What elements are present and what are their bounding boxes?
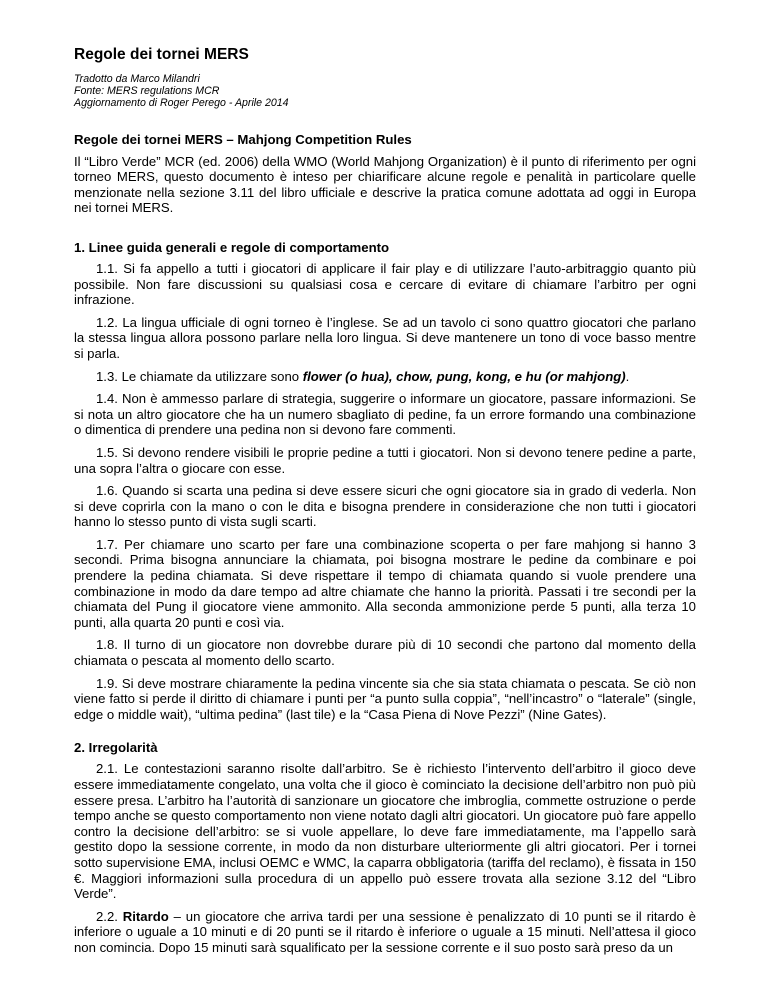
- rule-2-2-term: Ritardo: [122, 908, 169, 924]
- rule-2-2: [74, 909, 696, 956]
- rule-1-9: 1.9. Si deve mostrare chiaramente la pedina vincente sia che sia stata chiamata o pescata. Se ciò non viene fatto si perde il diritto di chiamare i punti per “a punto sulla coppia”, “nell’incastro” o “laterale” (single, edge o middle wait), “ultima pedina” (last tile) e la “Casa Piena di Nove Pezzi” (Nine Gates).: [74, 675, 696, 722]
- rule-1-3-end: .: [625, 368, 630, 384]
- rule-1-6: 1.6. Quando si scarta una pedina si deve essere sicuri che ogni giocatore sia in grado di vederla. Non si deve coprirla con la mano o con le dita e bisogna prendere in considerazione che non tutti i giocatori hanno lo stesso punto di vista sugli scarti.: [74, 483, 696, 530]
- document-meta: [74, 73, 696, 110]
- rule-1-3-calls: flower (o hua), chow, pung, kong, e hu (or mahjong): [302, 368, 626, 384]
- rule-1-3: [74, 369, 696, 385]
- intro-paragraph: Il “Libro Verde” MCR (ed. 2006) della WMO (World Mahjong Organization) è il punto di riferimento per ogni torneo MERS, questo documento è inteso per chiarificare alcune regole e penalità in particolare quelle menzionate nella sezione 3.11 del libro ufficiale e descrive la pratica comune adottata ad oggi in Europa nei tornei MERS.: [74, 153, 696, 216]
- document-title: Regole dei tornei MERS: [74, 46, 249, 63]
- section-2-heading: 2. Irregolarità: [74, 740, 158, 756]
- rule-2-2-number: 2.2.: [96, 908, 123, 924]
- rule-1-7: 1.7. Per chiamare uno scarto per fare una combinazione scoperta o per fare mahjong si hanno 3 secondi. Prima bisogna annunciare la chiamata, poi bisogna mostrare le pedine da combinare e poi prendere la pedina chiamata. Si deve rispettare il tempo di chiamata quando si vuole prendere una combinazione in modo da dare tempo ad altre chiamate che hanno la priorità. Passati i tre secondi per la chiamata del Pung il giocatore viene ammonito. Alla seconda ammonizione perde 5 punti, alla terza 10 punti, alla quarta 20 punti e così via.: [74, 536, 696, 630]
- rule-1-3-text: 1.3. Le chiamate da utilizzare sono: [96, 368, 303, 384]
- meta-translator: Tradotto da Marco Milandri: [74, 73, 200, 85]
- rule-1-1: 1.1. Si fa appello a tutti i giocatori di applicare il fair play e di utilizzare l’auto-arbitraggio quanto più possibile. Non fare discussioni su qualsiasi cosa e cercare di evitare di chiamare l’arbitro per ogni infrazione.: [74, 260, 696, 308]
- rule-1-4: 1.4. Non è ammesso parlare di strategia, suggerire o informare un giocatore, passare informazioni. Se si nota un altro giocatore che ha un numero sbagliato di pedine, fa un errore formando una combinazione o dimentica di prendere una pedina non si devono fare commenti.: [74, 391, 696, 438]
- meta-update: Aggiornamento di Roger Perego - Aprile 2014: [74, 97, 289, 110]
- rule-1-8: 1.8. Il turno di un giocatore non dovrebbe durare più di 10 secondi che partono dal momento della chiamata o pescata al momento dello scarto.: [74, 637, 696, 669]
- rule-1-5: 1.5. Si devono rendere visibili le proprie pedine a tutti i giocatori. Non si devono tenere pedine a parte, una sopra l’altra o giocare con esse.: [74, 444, 696, 476]
- section-1-heading: 1. Linee guida generali e regole di comportamento: [74, 239, 390, 255]
- meta-source: Fonte: MERS regulations MCR: [74, 85, 220, 98]
- rule-1-2: 1.2. La lingua ufficiale di ogni torneo è l’inglese. Se ad un tavolo ci sono quattro giocatori che parlano la stessa lingua allora possono parlare nella loro lingua. Si deve mantenere un tono di voce basso mentre si parla.: [74, 314, 696, 361]
- rule-2-2-text: – un giocatore che arriva tardi per una sessione è penalizzato di 10 punti se il ritardo è inferiore o uguale a 10 minuti e di 20 punti se il ritardo è inferiore o uguale a 15 minuti. Nell’attesa il gioco non comincia. Dopo 15 minuti sarà squalificato per la sessione corrente e il suo posto sarà preso da un: [74, 908, 696, 955]
- rule-2-1: 2.1. Le contestazioni saranno risolte dall’arbitro. Se è richiesto l’intervento dell’arbitro il gioco deve essere immediatamente congelato, una volta che il gioco è cominciato la decisione dell’arbitro non può più essere presa. L’arbitro ha l’autorità di sanzionare un giocatore che imbroglia, commette ostruzione o perde tempo anche se questo comportamento non viene notato dagli altri giocatori. Un giocatore può fare appello contro la decisione dell’arbitro: se si vuole appellare, lo deve fare immediatamente, ma l’appello sarà gestito dopo la sessione corrente, in modo da non disturbare ulteriormente gli altri giocatori. Per i tornei sotto supervisione EMA, inclusi OEMC e WMC, la caparra obbligatoria (tariffa del reclamo), è fissata in 150 €. Maggiori informazioni sulla procedura di un appello può essere trovata alla sezione 3.12 del “Libro Verde”.: [74, 761, 697, 902]
- document-subtitle: Regole dei tornei MERS – Mahjong Competition Rules: [74, 131, 412, 147]
